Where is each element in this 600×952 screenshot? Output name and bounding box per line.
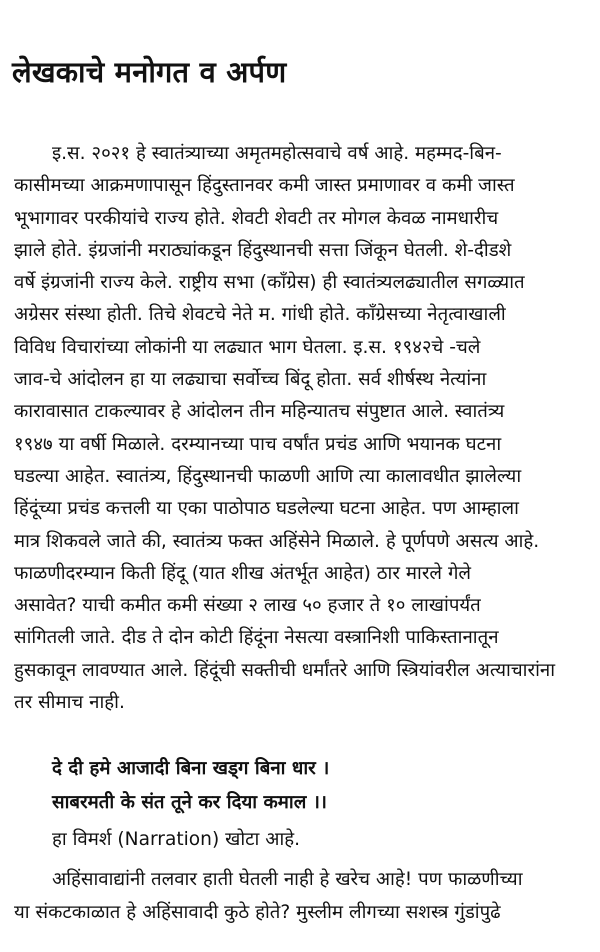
verse-line: साबरमती के संत तूने कर दिया कमाल ।। xyxy=(52,792,327,813)
paragraph-line: भूभागावर परकीयांचे राज्य होते. शेवटी शेवटी तर मोगल केवळ नामधारीच xyxy=(14,207,499,229)
main-paragraph xyxy=(14,138,594,719)
paragraph-line: घडल्या आहेत. स्वातंत्र्य, हिंदुस्थानची फाळणी आणि त्या कालावधीत झालेल्या xyxy=(14,465,522,487)
paragraph-line: फाळणीदरम्यान किती हिंदू (यात शीख अंतर्भूत आहेत) ठार मारले गेले xyxy=(14,562,472,584)
verse-quote xyxy=(52,752,329,820)
paragraph-line: १९४७ या वर्षी मिळाले. दरम्यानच्या पाच वर्षांत प्रचंड आणि भयानक घटना xyxy=(14,433,502,455)
closing-line: या संकटकाळात हे अहिंसावादी कुठे होते? मुस्लीम लीगच्या सशस्त्र गुंडांपुढे xyxy=(14,901,501,923)
paragraph-line: असावेत? याची कमीत कमी संख्या २ लाख ५० हजार ते १० लाखांपर्यंत xyxy=(14,595,481,617)
paragraph-line: सांगितली जाते. दीड ते दोन कोटी हिंदूंना नेसत्या वस्त्रानिशी पाकिस्तानातून xyxy=(14,627,499,649)
paragraph-line: झाले होते. इंग्रजांनी मराठ्यांकडून हिंदुस्थानची सत्ता जिंकून घेतली. शे-दीडशे xyxy=(14,239,512,261)
paragraph-line: अग्रेसर संस्था होती. तिचे शेवटचे नेते म. गांधी होते. काँग्रेसच्या नेतृत्वाखाली xyxy=(14,304,506,326)
paragraph-line: मात्र शिकवले जाते की, स्वातंत्र्य फक्त अहिंसेने मिळाले. हे पूर्णपणे असत्य आहे. xyxy=(14,530,540,552)
paragraph-line: तर सीमाच नाही. xyxy=(14,692,125,714)
paragraph-line: इ.स. २०२१ हे स्वातंत्र्याच्या अमृतमहोत्सवाचे वर्ष आहे. महम्मद-बिन- xyxy=(52,143,502,164)
narration-line: हा विमर्श (Narration) खोटा आहे. xyxy=(52,829,301,850)
paragraph-line: विविध विचारांच्या लोकांनी या लढ्यात भाग घेतला. इ.स. १९४२चे -चले xyxy=(14,336,481,358)
paragraph-line: हिंदूंच्या प्रचंड कत्तली या एका पाठोपाठ घडलेल्या घटना आहेत. पण आम्हाला xyxy=(14,498,519,520)
paragraph-line: कासीमच्या आक्रमणापासून हिंदुस्तानवर कमी जास्त प्रमाणावर व कमी जास्त xyxy=(14,175,515,197)
spacer xyxy=(14,856,594,864)
paragraph-line: जाव-चे आंदोलन हा या लढ्याचा सर्वोच्च बिंदू होता. सर्व शीर्षस्थ नेत्यांना xyxy=(14,369,487,391)
paragraph-line: वर्षे इंग्रजांनी राज्य केले. राष्ट्रीय सभा (काँग्रेस) ही स्वातंत्र्यलढ्यातील सगळ्यात xyxy=(14,272,525,294)
paragraph-line: हुसकावून लावण्यात आले. हिंदूंची सक्तीची धर्मांतरे आणि स्त्रियांवरील अत्याचारांना xyxy=(14,659,556,681)
closing-section xyxy=(14,824,594,929)
verse-line: दे दी हमे आजादी बिना खड्ग बिना धार । xyxy=(52,758,330,779)
paragraph-line: कारावासात टाकल्यावर हे आंदोलन तीन महिन्यातच संपुष्टात आले. स्वातंत्र्य xyxy=(14,401,505,423)
page-title: लेखकाचे मनोगत व अर्पण xyxy=(12,55,287,89)
closing-line: अहिंसावाद्यांनी तलवार हाती घेतली नाही हे खरेच आहे! पण फाळणीच्या xyxy=(52,869,523,891)
